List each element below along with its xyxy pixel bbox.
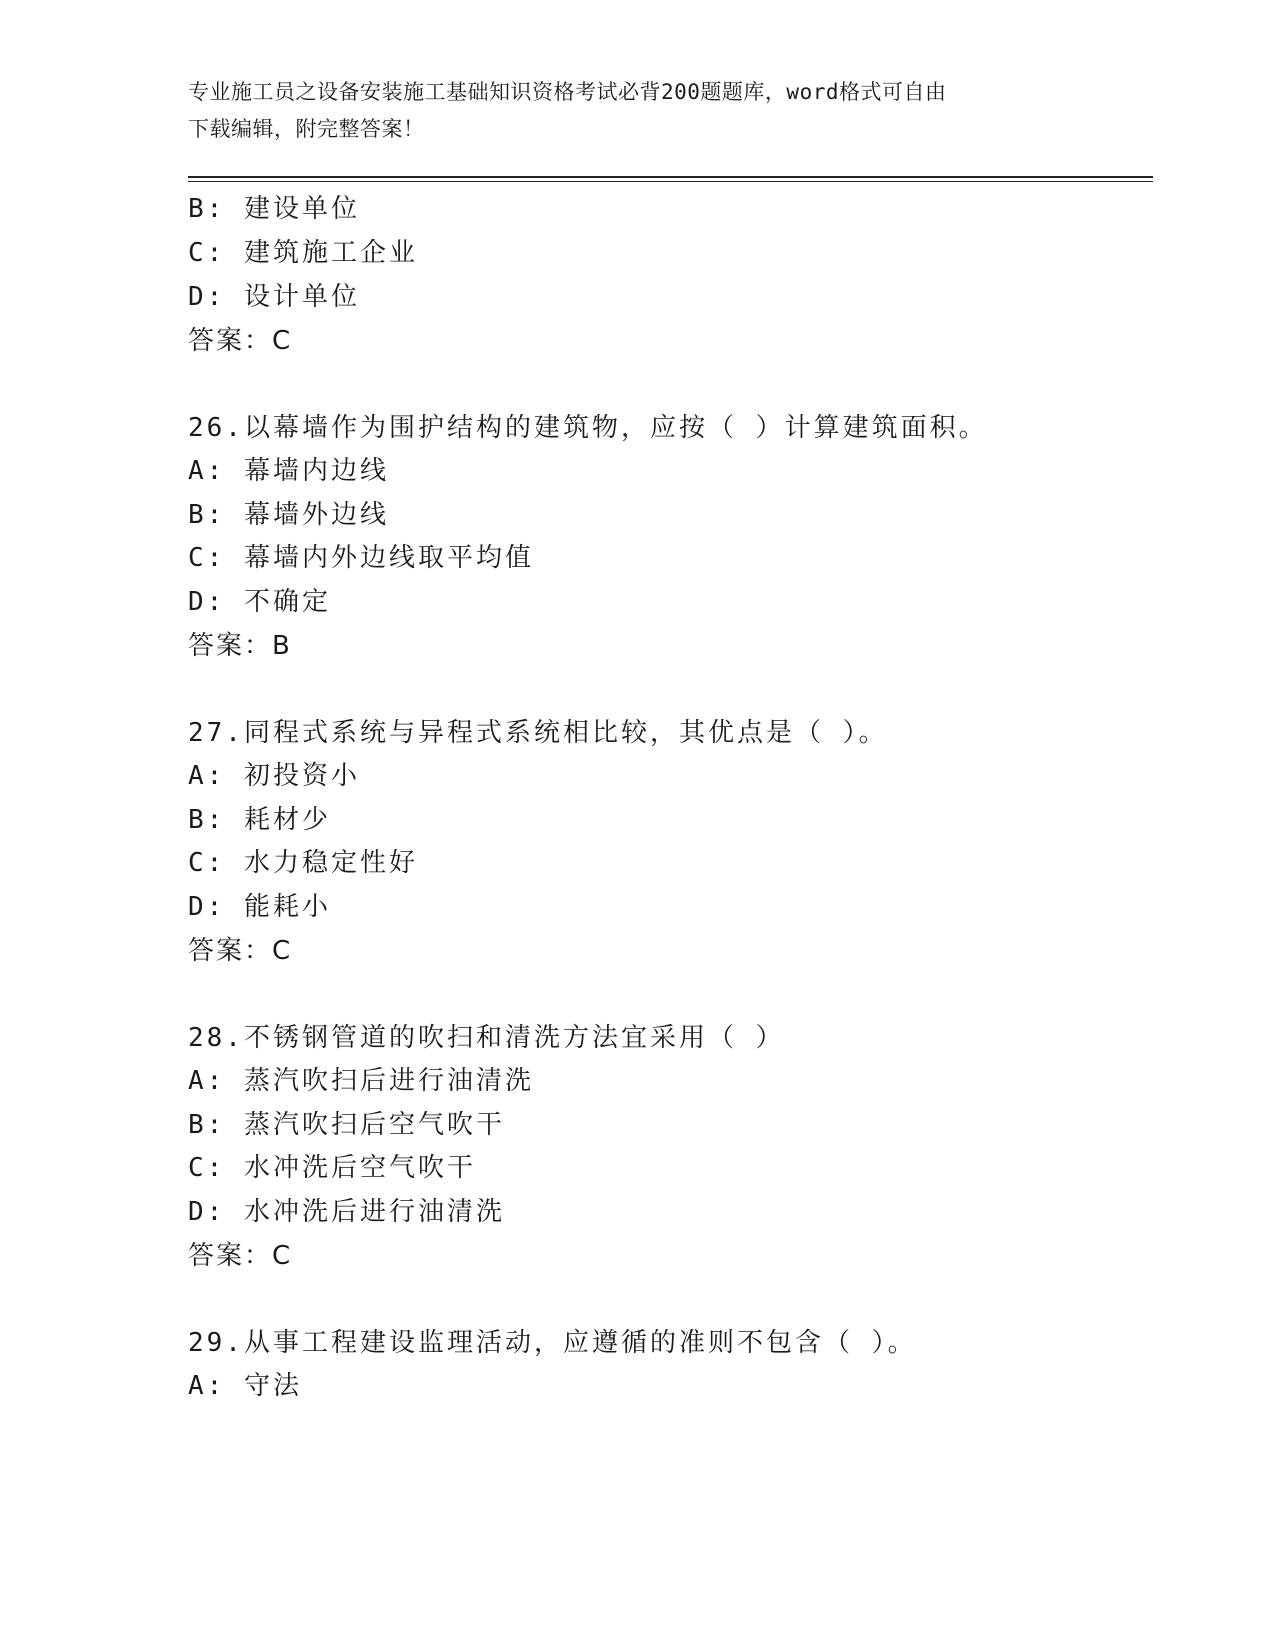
- q25-option-b: B: 建设单位: [188, 194, 360, 224]
- q26-answer: 答案：B: [188, 631, 292, 661]
- q28-option-d: D: 水冲洗后进行油清洗: [188, 1197, 505, 1227]
- q25-option-c: C: 建筑施工企业: [188, 238, 418, 268]
- document-header: [188, 74, 1078, 148]
- q28-question: 28.不锈钢管道的吹扫和清洗方法宜采用（ ）: [188, 1023, 785, 1053]
- q25-option-d: D: 设计单位: [188, 282, 360, 312]
- q27-option-d: D: 能耗小: [188, 892, 331, 922]
- q27-answer: 答案：C: [188, 936, 293, 966]
- q27-option-a: A: 初投资小: [188, 761, 360, 791]
- q28-option-b: B: 蒸汽吹扫后空气吹干: [188, 1110, 505, 1140]
- q27-option-b: B: 耗材少: [188, 805, 331, 835]
- q26-option-a: A: 幕墙内边线: [188, 456, 389, 486]
- q28-answer: 答案：C: [188, 1241, 293, 1271]
- q29-option-a: A: 守法: [188, 1371, 302, 1401]
- q26-option-d: D: 不确定: [188, 587, 331, 617]
- q25-answer: 答案：C: [188, 326, 293, 356]
- q28-option-a: A: 蒸汽吹扫后进行油清洗: [188, 1066, 534, 1096]
- header-divider-thin: [188, 181, 1153, 182]
- q26-question: 26.以幕墙作为围护结构的建筑物，应按（ ）计算建筑面积。: [188, 413, 988, 443]
- q26-option-b: B: 幕墙外边线: [188, 500, 389, 530]
- q28-option-c: C: 水冲洗后空气吹干: [188, 1153, 476, 1183]
- q27-option-c: C: 水力稳定性好: [188, 848, 418, 878]
- q27-question: 27.同程式系统与异程式系统相比较，其优点是（ ）。: [188, 718, 888, 748]
- header-divider-thick: [188, 176, 1153, 178]
- q29-question: 29.从事工程建设监理活动，应遵循的准则不包含（ ）。: [188, 1328, 917, 1358]
- q26-option-c: C: 幕墙内外边线取平均值: [188, 543, 534, 573]
- header-line-2: 下载编辑，附完整答案！: [188, 117, 425, 141]
- header-line-1: 专业施工员之设备安装施工基础知识资格考试必背200题题库，word格式可自由: [188, 80, 947, 104]
